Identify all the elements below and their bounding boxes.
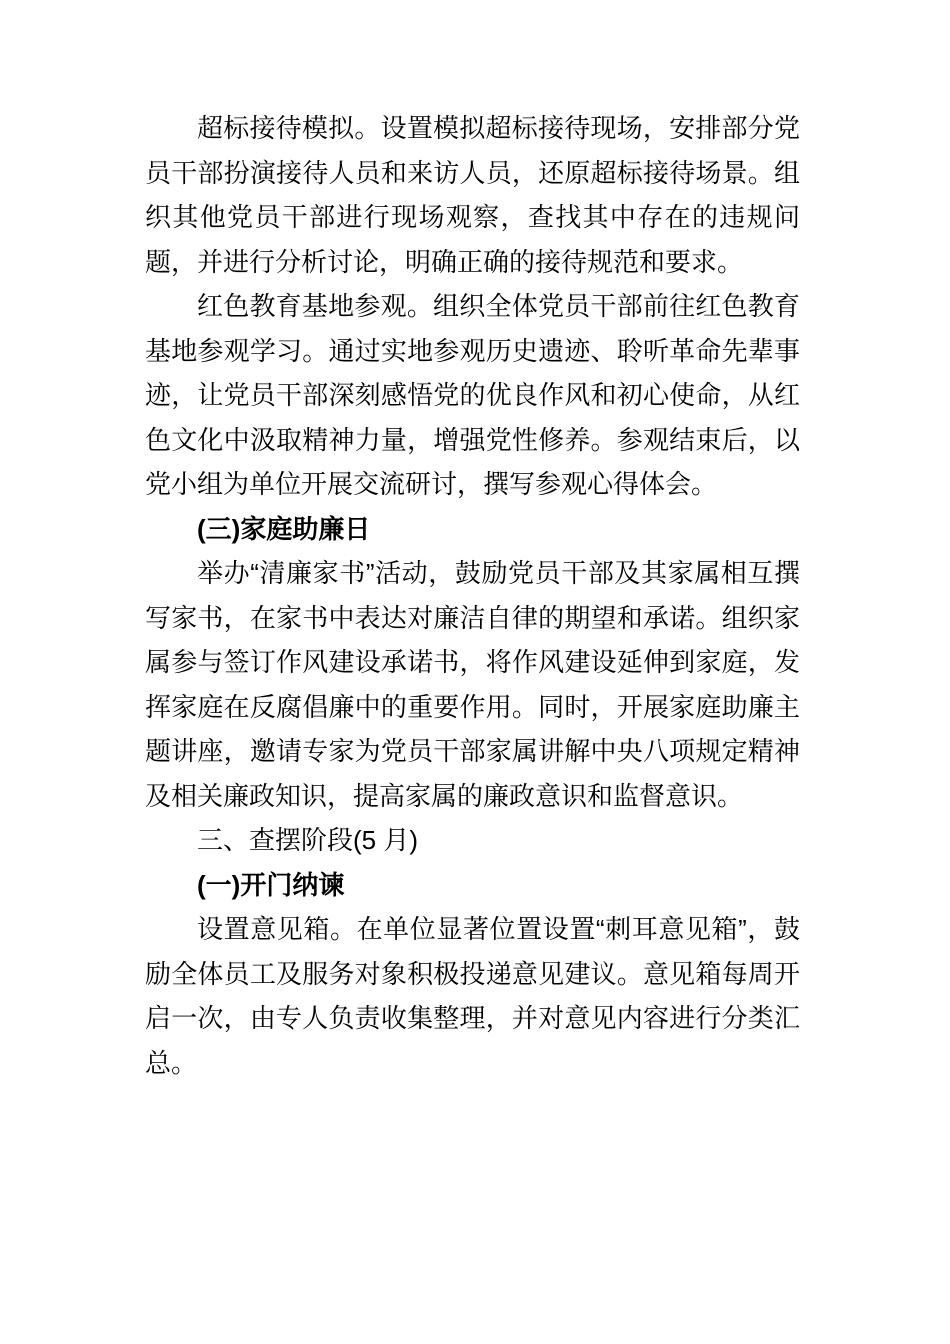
para-reception-simulation: 超标接待模拟。设置模拟超标接待现场，安排部分党员干部扮演接待人员和来访人员，还原超标接待场景。组织其他党员干部进行现场观察，查找其中存在的违规问题，并进行分析讨论，明确正确的接待规范和要求。 xyxy=(145,113,800,277)
para-suggestion-box: 设置意见箱。在单位显著位置设置“刺耳意见箱”，鼓励全体员工及服务对象积极投递意见建议。意见箱每周开启一次，由专人负责收集整理，并对意见内容进行分类汇总。 xyxy=(145,914,800,1078)
heading-family-integrity-day: (三)家庭助廉日 xyxy=(197,513,371,544)
heading-open-door-advice: (一)开门纳谏 xyxy=(197,869,345,900)
para-family-integrity-letters: 举办“清廉家书”活动，鼓励党员干部及其家属相互撰写家书，在家书中表达对廉洁自律的期望和承诺。组织家属参与签订作风建设承诺书，将作风建设延伸到家庭，发挥家庭在反腐倡廉中的重要作用。同时，开展家庭助廉主题讲座，邀请专家为党员干部家属讲解中央八项规定精神及相关廉政知识，提高家属的廉政意识和监督意识。 xyxy=(145,558,800,811)
heading-examination-phase: 三、查摆阶段(5 月) xyxy=(197,825,419,855)
para-red-education-base-visit: 红色教育基地参观。组织全体党员干部前往红色教育基地参观学习。通过实地参观历史遗迹、聆听革命先辈事迹，让党员干部深刻感悟党的优良作风和初心使命，从红色文化中汲取精神力量，增强党性修养。参观结束后，以党小组为单位开展交流研讨，撰写参观心得体会。 xyxy=(145,291,800,499)
